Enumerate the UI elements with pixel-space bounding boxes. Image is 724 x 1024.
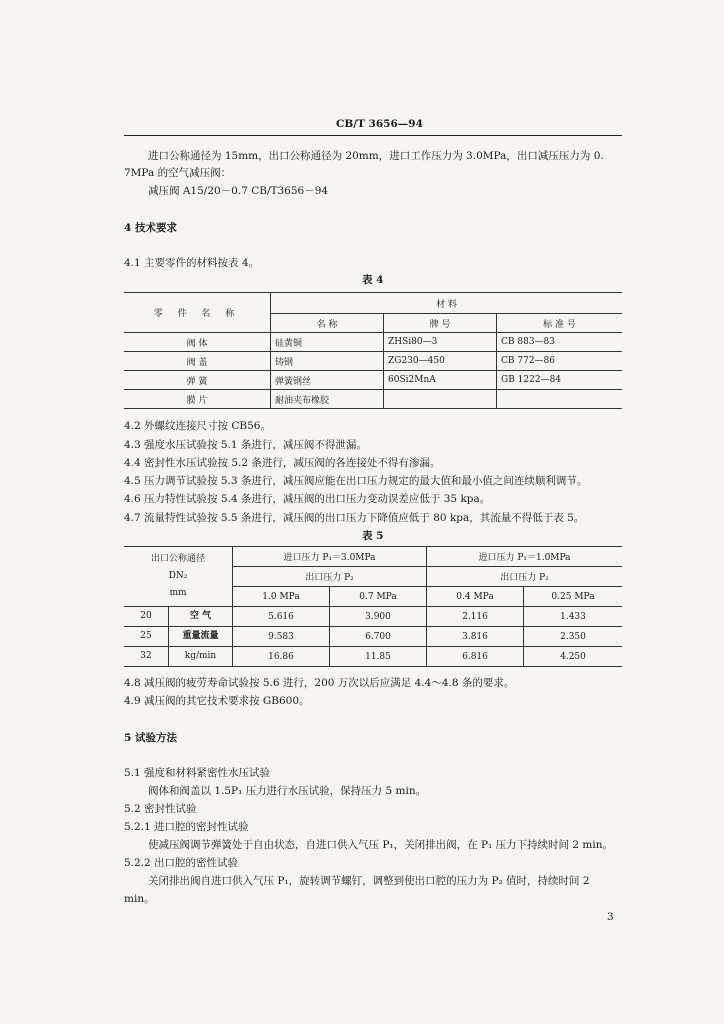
- section-5-2-1-body: 使减压阀调节弹簧处于自由状态，自进口供入气压 P₁，关闭排出阀，在 P₁ 压力下持续时间 2 min。: [148, 839, 613, 851]
- table-4-head-material: 材 料: [271, 293, 623, 314]
- item-4-4: 4.4 密封性水压试验按 5.2 条进行，减压阀的各连接处不得有渗漏。: [124, 457, 441, 469]
- table-5-mid-label: 重量流量: [182, 631, 219, 641]
- table-5-dn: 20: [124, 607, 169, 626]
- table-row: [124, 627, 622, 647]
- table-5-value: 2.116: [427, 607, 524, 627]
- table-4-standard: CB 883—83: [497, 333, 623, 352]
- table-row: [124, 352, 622, 371]
- section-5-2-2-body-2: min。: [124, 893, 155, 905]
- table-5-head-dn-3: mm: [169, 588, 187, 598]
- table-4-standard: GB 1222—84: [497, 371, 623, 390]
- section-5-2-1: 5.2.1 进口腔的密封性试验: [124, 821, 249, 833]
- section-5-2-2-body-1: 关闭排出阀自进口供入气压 P₁，旋转调节螺钉，调整到使出口腔的压力为 P₂ 值时，持续时间 2: [148, 875, 590, 887]
- table-5-value: 6.816: [427, 647, 524, 667]
- table-5-value: 16.86: [233, 647, 330, 667]
- table-4-part: 阀 体: [124, 333, 271, 352]
- table-5-value: 2.350: [524, 627, 623, 647]
- standard-code: CB/T 3656—94: [336, 118, 423, 130]
- page-number: 3: [607, 911, 614, 923]
- table-5-sub: 0.7 MPa: [330, 587, 427, 607]
- item-4-7: 4.7 流量特性试验按 5.5 条进行，减压阀的出口压力下降值应低于 80 kpa，其流量不得低于表 5。: [124, 512, 585, 524]
- table-5-head-p2a: 出口压力 P₂: [233, 567, 427, 587]
- table-4-material-name: 弹簧钢丝: [271, 371, 384, 390]
- item-4-2: 4.2 外螺纹连接尺寸按 CB56。: [124, 420, 271, 432]
- table-5-dn-cell: [124, 607, 233, 627]
- table-5-value: 6.700: [330, 627, 427, 647]
- item-4-8: 4.8 减压阀的疲劳寿命试验按 5.6 进行，200 万次以后应满足 4.4～4.8 条的要求。: [124, 677, 515, 689]
- header-rule: [124, 135, 622, 136]
- table-4-grade: [384, 390, 497, 409]
- table-row: [124, 647, 622, 667]
- table-5: [124, 546, 622, 667]
- table-4-material-name: 耐油夹布橡胶: [271, 390, 384, 409]
- section-5-1-body: 阀体和阀盖以 1.5P₁ 压力进行水压试验，保持压力 5 min。: [148, 785, 427, 797]
- table-5-sub: 1.0 MPa: [233, 587, 330, 607]
- table-5-value: 3.816: [427, 627, 524, 647]
- section-5-heading: 5 试验方法: [124, 732, 177, 744]
- table-4-sub-standard: 标 准 号: [497, 314, 623, 333]
- table-4-material-name: 硅黄铜: [271, 333, 384, 352]
- section-5-2-2: 5.2.2 出口腔的密性试验: [124, 857, 239, 869]
- item-4-9: 4.9 减压阀的其它技术要求按 GB600。: [124, 695, 310, 707]
- table-4-sub-name: 名 称: [271, 314, 384, 333]
- item-4-3: 4.3 强度水压试验按 5.1 条进行，减压阀不得泄漏。: [124, 439, 367, 451]
- table-4-part: 弹 簧: [124, 371, 271, 390]
- table-5-mid-label: 空 气: [189, 611, 212, 621]
- table-4: [124, 292, 622, 409]
- table-5-sub: 0.25 MPa: [524, 587, 623, 607]
- table-5-value: 5.616: [233, 607, 330, 627]
- table-4-caption: 表 4: [362, 274, 384, 286]
- table-4-part: 阀 盖: [124, 352, 271, 371]
- designation: 减压阀 A15/20－0.7 CB/T3656－94: [148, 185, 329, 197]
- intro-line-2: 7MPa 的空气减压阀：: [124, 167, 232, 179]
- intro-line-1: 进口公称通径为 15mm，出口公称通径为 20mm，进口工作压力为 3.0MPa，出口减压压力为 0.: [148, 150, 604, 162]
- table-5-head-p1a: 进口压力 P₁＝3.0MPa: [233, 547, 427, 567]
- table-5-dn-cell: [124, 647, 233, 667]
- table-4-standard: [497, 390, 623, 409]
- table-5-dn: 25: [124, 627, 169, 646]
- table-5-head-dn-2: DN₂: [168, 571, 188, 581]
- table-5-caption: 表 5: [362, 530, 384, 542]
- table-5-value: 3.900: [330, 607, 427, 627]
- table-4-sub-grade: 牌 号: [384, 314, 497, 333]
- table-5-value: 11.85: [330, 647, 427, 667]
- table-4-head-part: 零 件 名 称: [124, 293, 271, 333]
- table-5-head-p2b: 出口压力 P₂: [427, 567, 623, 587]
- table-row: [124, 390, 622, 409]
- table-5-head-p1b: 进口压力 P₁＝1.0MPa: [427, 547, 623, 567]
- table-4-part: 膜 片: [124, 390, 271, 409]
- table-4-grade: ZG230—450: [384, 352, 497, 371]
- section-4-heading: 4 技术要求: [124, 222, 177, 234]
- table-5-head-dn: [124, 547, 233, 607]
- table-row: [124, 607, 622, 627]
- table-5-mid-label: kg/min: [184, 651, 217, 661]
- item-4-6: 4.6 压力特性试验按 5.4 条进行，减压阀的出口压力变动误差应低于 35 kpa。: [124, 493, 491, 505]
- table-5-dn: 32: [124, 647, 169, 666]
- table-5-value: 4.250: [524, 647, 623, 667]
- table-5-value: 9.583: [233, 627, 330, 647]
- section-5-2: 5.2 密封性试验: [124, 803, 197, 815]
- table-4-grade: ZHSi80—3: [384, 333, 497, 352]
- table-5-dn-cell: [124, 627, 233, 647]
- table-4-material-name: 铸钢: [271, 352, 384, 371]
- section-5-1: 5.1 强度和材料紧密性水压试验: [124, 767, 271, 779]
- table-row: [124, 371, 622, 390]
- table-5-value: 1.433: [524, 607, 623, 627]
- table-4-grade: 60Si2MnA: [384, 371, 497, 390]
- item-4-5: 4.5 压力调节试验按 5.3 条进行，减压阀应能在出口压力规定的最大值和最小值之间连续顺利调节。: [124, 475, 588, 487]
- table-5-sub: 0.4 MPa: [427, 587, 524, 607]
- item-4-1: 4.1 主要零件的材料按表 4。: [124, 257, 260, 269]
- table-row: [124, 333, 622, 352]
- table-5-head-dn-1: 出口公称通径: [150, 554, 205, 564]
- table-4-standard: CB 772—86: [497, 352, 623, 371]
